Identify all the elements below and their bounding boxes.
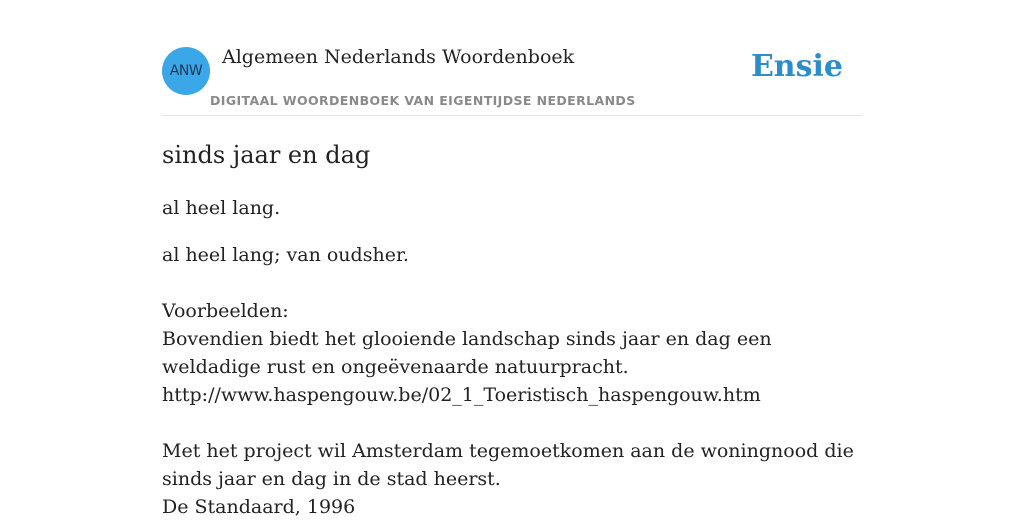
examples-label: Voorbeelden: bbox=[162, 300, 289, 322]
entry-content bbox=[162, 141, 862, 521]
example-source: De Standaard, 1996 bbox=[162, 496, 356, 518]
entry-term: sinds jaar en dag bbox=[162, 141, 371, 169]
long-definition-text: al heel lang; van oudsher. bbox=[162, 244, 409, 266]
dictionary-title[interactable]: Algemeen Nederlands Woordenboek bbox=[222, 46, 575, 68]
ensie-brand-link[interactable]: Ensie bbox=[750, 49, 843, 84]
logo-text: ANW bbox=[169, 63, 203, 79]
short-definition: al heel lang. bbox=[162, 197, 281, 219]
example-text: Met het project wil Amsterdam tegemoetkomen aan de woningnood die sinds jaar en dag in de stad heerst. bbox=[162, 440, 854, 490]
example-text: Bovendien biedt het glooiende landschap sinds jaar en dag een weldadige rust en ongeëvenaarde natuurpracht. bbox=[162, 328, 772, 378]
site-header bbox=[162, 0, 862, 116]
anw-logo[interactable] bbox=[162, 47, 210, 95]
spacer bbox=[162, 409, 862, 437]
example-source: http://www.haspengouw.be/02_1_Toeristisch_haspengouw.htm bbox=[162, 384, 761, 406]
page bbox=[162, 0, 862, 518]
spacer bbox=[162, 269, 862, 297]
dictionary-subtitle: DIGITAAL WOORDENBOEK VAN EIGENTIJDSE NEDERLANDS bbox=[210, 93, 636, 108]
long-definition bbox=[162, 241, 862, 521]
